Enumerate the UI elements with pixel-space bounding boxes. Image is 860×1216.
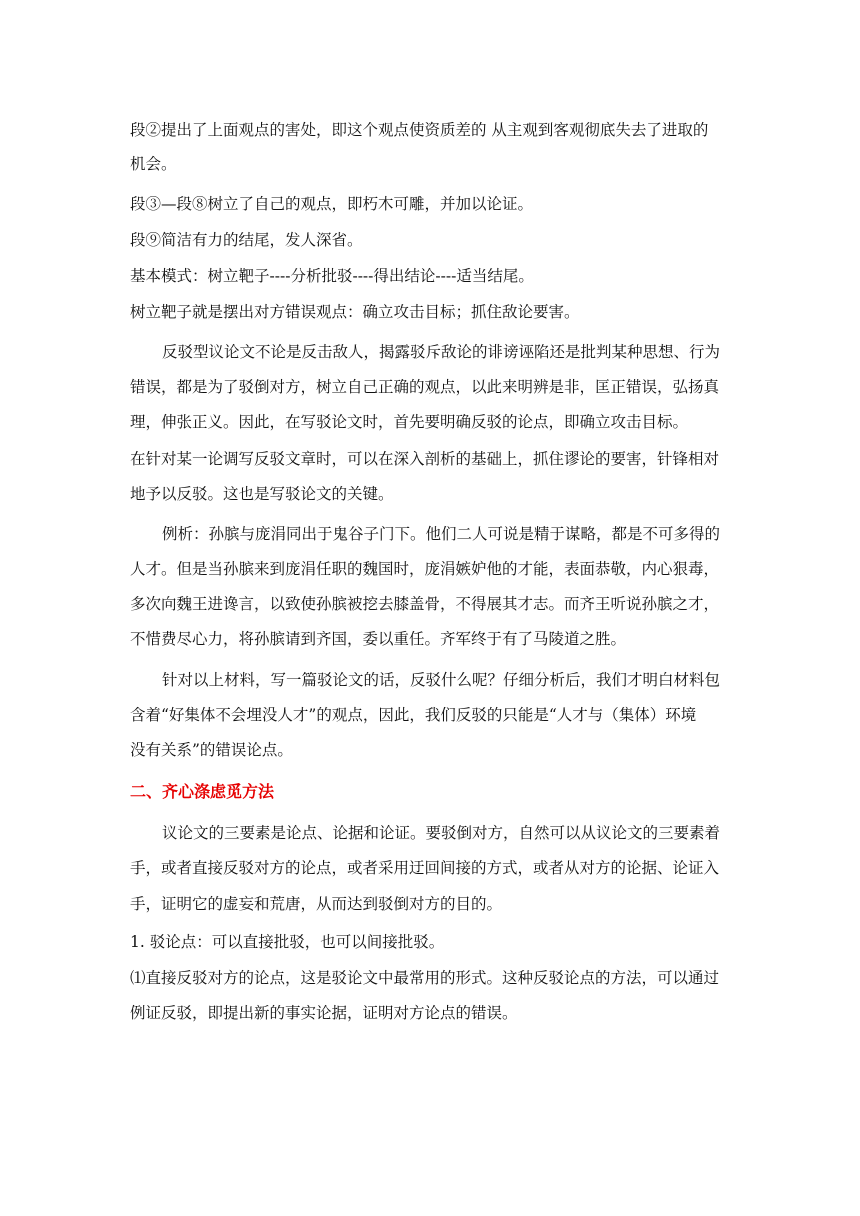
- text-line: 不惜费尽心力，将孙膑请到齐国，委以重任。齐军终于有了马陵道之胜。: [130, 630, 627, 648]
- text-line: 树立靶子就是摆出对方错误观点：确立攻击目标；抓住敌论要害。: [130, 303, 580, 321]
- text-line: 1. 驳论点：可以直接批驳，也可以间接批驳。: [130, 933, 445, 951]
- text-line: 理，伸张正义。因此，在写驳论文时，首先要明确反驳的论点，即确立攻击目标。: [130, 413, 689, 431]
- text-line: 含着“好集体不会埋没人才”的观点，因此，我们反驳的只能是“人才与（集体）环境: [130, 706, 697, 724]
- text-line: 机会。: [130, 155, 177, 173]
- section-heading: 二、齐心涤虑觅方法: [130, 782, 275, 801]
- text-line: 基本模式：树立靶子----分析批驳----得出结论----适当结尾。: [130, 267, 534, 285]
- text-line: 段②提出了上面观点的害处，即这个观点使资质差的 从主观到客观彻底失去了进取的: [130, 121, 709, 139]
- text-line: 针对以上材料，写一篇驳论文的话，反驳什么呢？仔细分析后，我们才明白材料包: [162, 671, 721, 689]
- text-line: 例析：孙膑与庞涓同出于鬼谷子门下。他们二人可说是精于谋略，都是不可多得的: [162, 525, 721, 543]
- text-line: 没有关系”的错误论点。: [130, 741, 293, 759]
- text-line: 手，证明它的虚妄和荒唐，从而达到驳倒对方的目的。: [130, 895, 503, 913]
- text-line: 错误，都是为了驳倒对方，树立自己正确的观点，以此来明辨是非，匡正错误，弘扬真: [130, 378, 720, 396]
- text-line: 反驳型议论文不论是反击敌人，揭露驳斥敌论的诽谤诬陷还是批判某种思想、行为: [162, 343, 721, 361]
- text-line: ⑴直接反驳对方的论点，这是驳论文中最常用的形式。这种反驳论点的方法，可以通过: [130, 969, 720, 987]
- text-line: 议论文的三要素是论点、论据和论证。要驳倒对方，自然可以从议论文的三要素着: [162, 824, 721, 842]
- text-line: 段③—段⑧树立了自己的观点，即朽木可雕，并加以论证。: [130, 195, 534, 213]
- text-line: 手，或者直接反驳对方的论点，或者采用迂回间接的方式，或者从对方的论据、论证入: [130, 859, 720, 877]
- text-line: 人才。但是当孙膑来到庞涓任职的魏国时，庞涓嫉妒他的才能，表面恭敬，内心狠毒，: [130, 560, 720, 578]
- text-line: 段⑨简洁有力的结尾，发人深省。: [130, 231, 363, 249]
- text-line: 在针对某一论调写反驳文章时，可以在深入剖析的基础上，抓住谬论的要害，针锋相对: [130, 450, 720, 468]
- text-line: 例证反驳，即提出新的事实论据，证明对方论点的错误。: [130, 1004, 518, 1022]
- text-line: 多次向魏王进谗言，以致使孙膑被挖去膝盖骨，不得展其才志。而齐王听说孙膑之才，: [130, 595, 720, 613]
- text-line: 地予以反驳。这也是写驳论文的关键。: [130, 485, 394, 503]
